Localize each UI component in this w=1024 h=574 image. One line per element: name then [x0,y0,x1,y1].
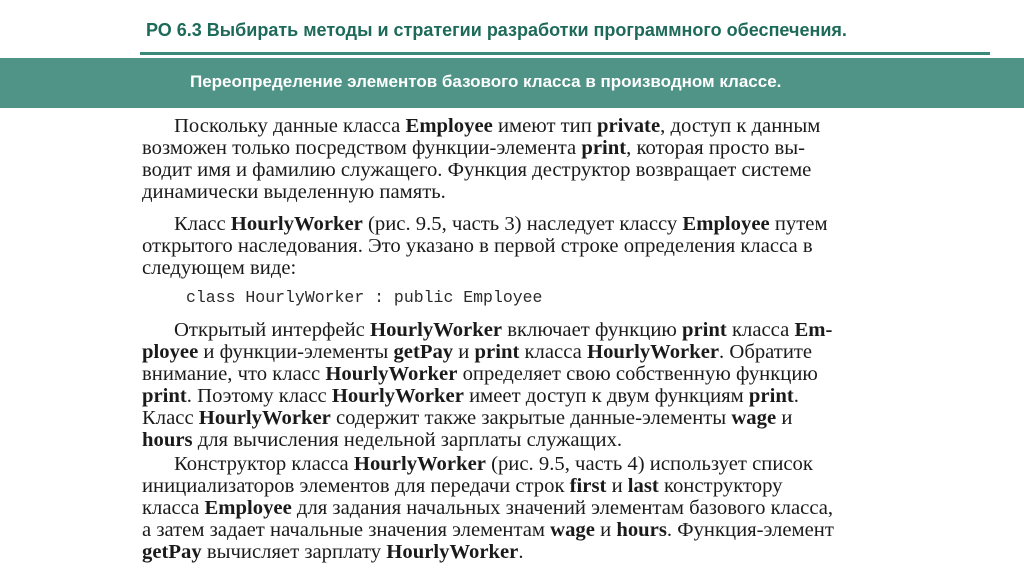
text-line: инициализаторов элементов для передачи строк first и last конструктору [142,476,783,497]
text-line: внимание, что класс HourlyWorker определяет свою собственную функцию [142,364,818,385]
scanned-text-page [0,110,1024,574]
text-line: Открытый интерфейс HourlyWorker включает функцию print класса Em- [174,320,833,341]
text-line: ployee и функции-элементы getPay и print класса HourlyWorker. Обратите [142,342,813,363]
text-line: getPay вычисляет зарплату HourlyWorker. [142,542,524,563]
text-line: открытого наследования. Это указано в первой строке определения класса в [142,236,813,257]
code-line: class HourlyWorker : public Employee [186,288,543,307]
text-line: водит имя и фамилию служащего. Функция деструктор возвращает системе [142,160,812,181]
text-line: Класс HourlyWorker содержит также закрытые данные-элементы wage и [142,408,793,429]
text-line: а затем задает начальные значения элементам wage и hours. Функция-элемент [142,520,834,541]
text-line: класса Employee для задания начальных значений элементам базового класса, [142,498,834,519]
text-line: динамически выделенную память. [142,182,446,203]
section-heading: Переопределение элементов базового класса в производном классе. [190,72,782,91]
page-title: РО 6.3 Выбирать методы и стратегии разработки программного обеспечения. [146,20,847,40]
text-line: print. Поэтому класс HourlyWorker имеет доступ к двум функциям print. [142,386,799,407]
text-line: возможен только посредством функции-элемента print, которая просто вы- [142,138,806,159]
title-underline [140,52,990,55]
text-line: Конструктор класса HourlyWorker (рис. 9.5, часть 4) использует список [174,454,813,475]
text-line: hours для вычисления недельной зарплаты служащих. [142,430,623,451]
text-line: следующем виде: [142,258,297,279]
text-line: Поскольку данные класса Employee имеют тип private, доступ к данным [174,116,821,137]
section-banner [0,58,1024,108]
text-line: Класс HourlyWorker (рис. 9.5, часть 3) наследует классу Employee путем [174,214,828,235]
